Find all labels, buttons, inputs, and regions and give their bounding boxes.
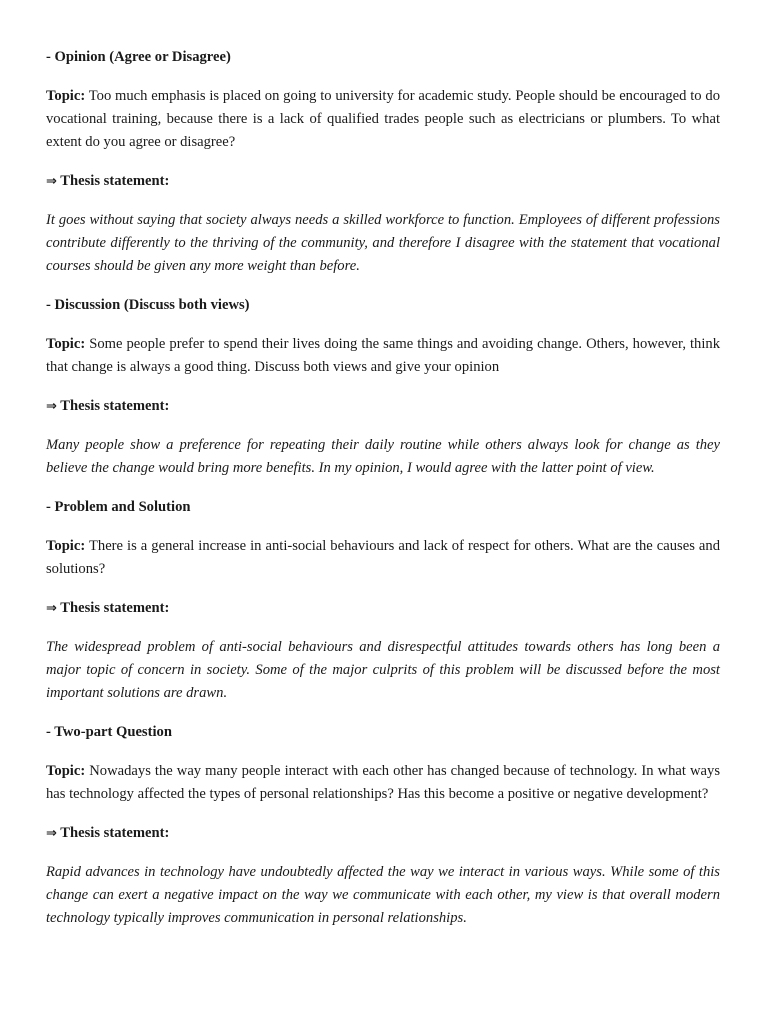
arrow-icon: ⇒ xyxy=(46,399,57,414)
thesis-label-line xyxy=(46,170,720,193)
topic-paragraph xyxy=(46,760,720,806)
thesis-text: Rapid advances in technology have undoubtedly affected the way we interact in various ways. While some of this change can exert a negative impact on the way we communicate with each other, my view is that overall modern technology typically improves communication in personal relationships. xyxy=(46,864,720,926)
document-page xyxy=(46,46,720,946)
thesis-text: The widespread problem of anti-social behaviours and disrespectful attitudes towards others has long been a major topic of concern in society. Some of the major culprits of this problem will be discussed before the most important solutions are drawn. xyxy=(46,639,720,701)
thesis-label: Thesis statement: xyxy=(60,825,170,841)
thesis-label-line xyxy=(46,395,720,418)
thesis-text: Many people show a preference for repeating their daily routine while others always look for change as they believe the change would bring more benefits. In my opinion, I would agree with the latter point of view. xyxy=(46,437,720,476)
topic-text: Nowadays the way many people interact with each other has changed because of technology. In what ways has technology affected the types of personal relationships? Has this become a positive or negative development? xyxy=(46,763,720,802)
arrow-icon: ⇒ xyxy=(46,601,57,616)
topic-label: Topic: xyxy=(46,763,86,779)
thesis-label-line xyxy=(46,822,720,845)
section-heading: - Discussion (Discuss both views) xyxy=(46,297,250,313)
thesis-label-line xyxy=(46,597,720,620)
section-opinion xyxy=(46,46,720,278)
topic-paragraph xyxy=(46,85,720,154)
thesis-label: Thesis statement: xyxy=(60,600,170,616)
section-heading: - Two-part Question xyxy=(46,724,172,740)
topic-text: Too much emphasis is placed on going to university for academic study. People should be encouraged to do vocational training, because there is a lack of qualified trades people such as electricians or plumbers. To what extent do you agree or disagree? xyxy=(46,88,720,150)
topic-paragraph xyxy=(46,333,720,379)
topic-paragraph xyxy=(46,535,720,581)
section-problem-solution xyxy=(46,496,720,705)
arrow-icon: ⇒ xyxy=(46,174,57,189)
topic-label: Topic: xyxy=(46,88,86,104)
topic-text: Some people prefer to spend their lives doing the same things and avoiding change. Others, however, think that change is always a good thing. Discuss both views and give your opinion xyxy=(46,336,720,375)
section-two-part-question xyxy=(46,721,720,930)
arrow-icon: ⇒ xyxy=(46,826,57,841)
thesis-label: Thesis statement: xyxy=(60,173,170,189)
thesis-text: It goes without saying that society always needs a skilled workforce to function. Employees of different professions contribute differently to the thriving of the community, and therefore I disagree with the statement that vocational courses should be given any more weight than before. xyxy=(46,212,720,274)
section-heading: - Opinion (Agree or Disagree) xyxy=(46,49,231,65)
thesis-label: Thesis statement: xyxy=(60,398,170,414)
section-heading: - Problem and Solution xyxy=(46,499,191,515)
topic-label: Topic: xyxy=(46,538,86,554)
topic-text: There is a general increase in anti-social behaviours and lack of respect for others. What are the causes and solutions? xyxy=(46,538,720,577)
topic-label: Topic: xyxy=(46,336,86,352)
section-discussion xyxy=(46,294,720,480)
